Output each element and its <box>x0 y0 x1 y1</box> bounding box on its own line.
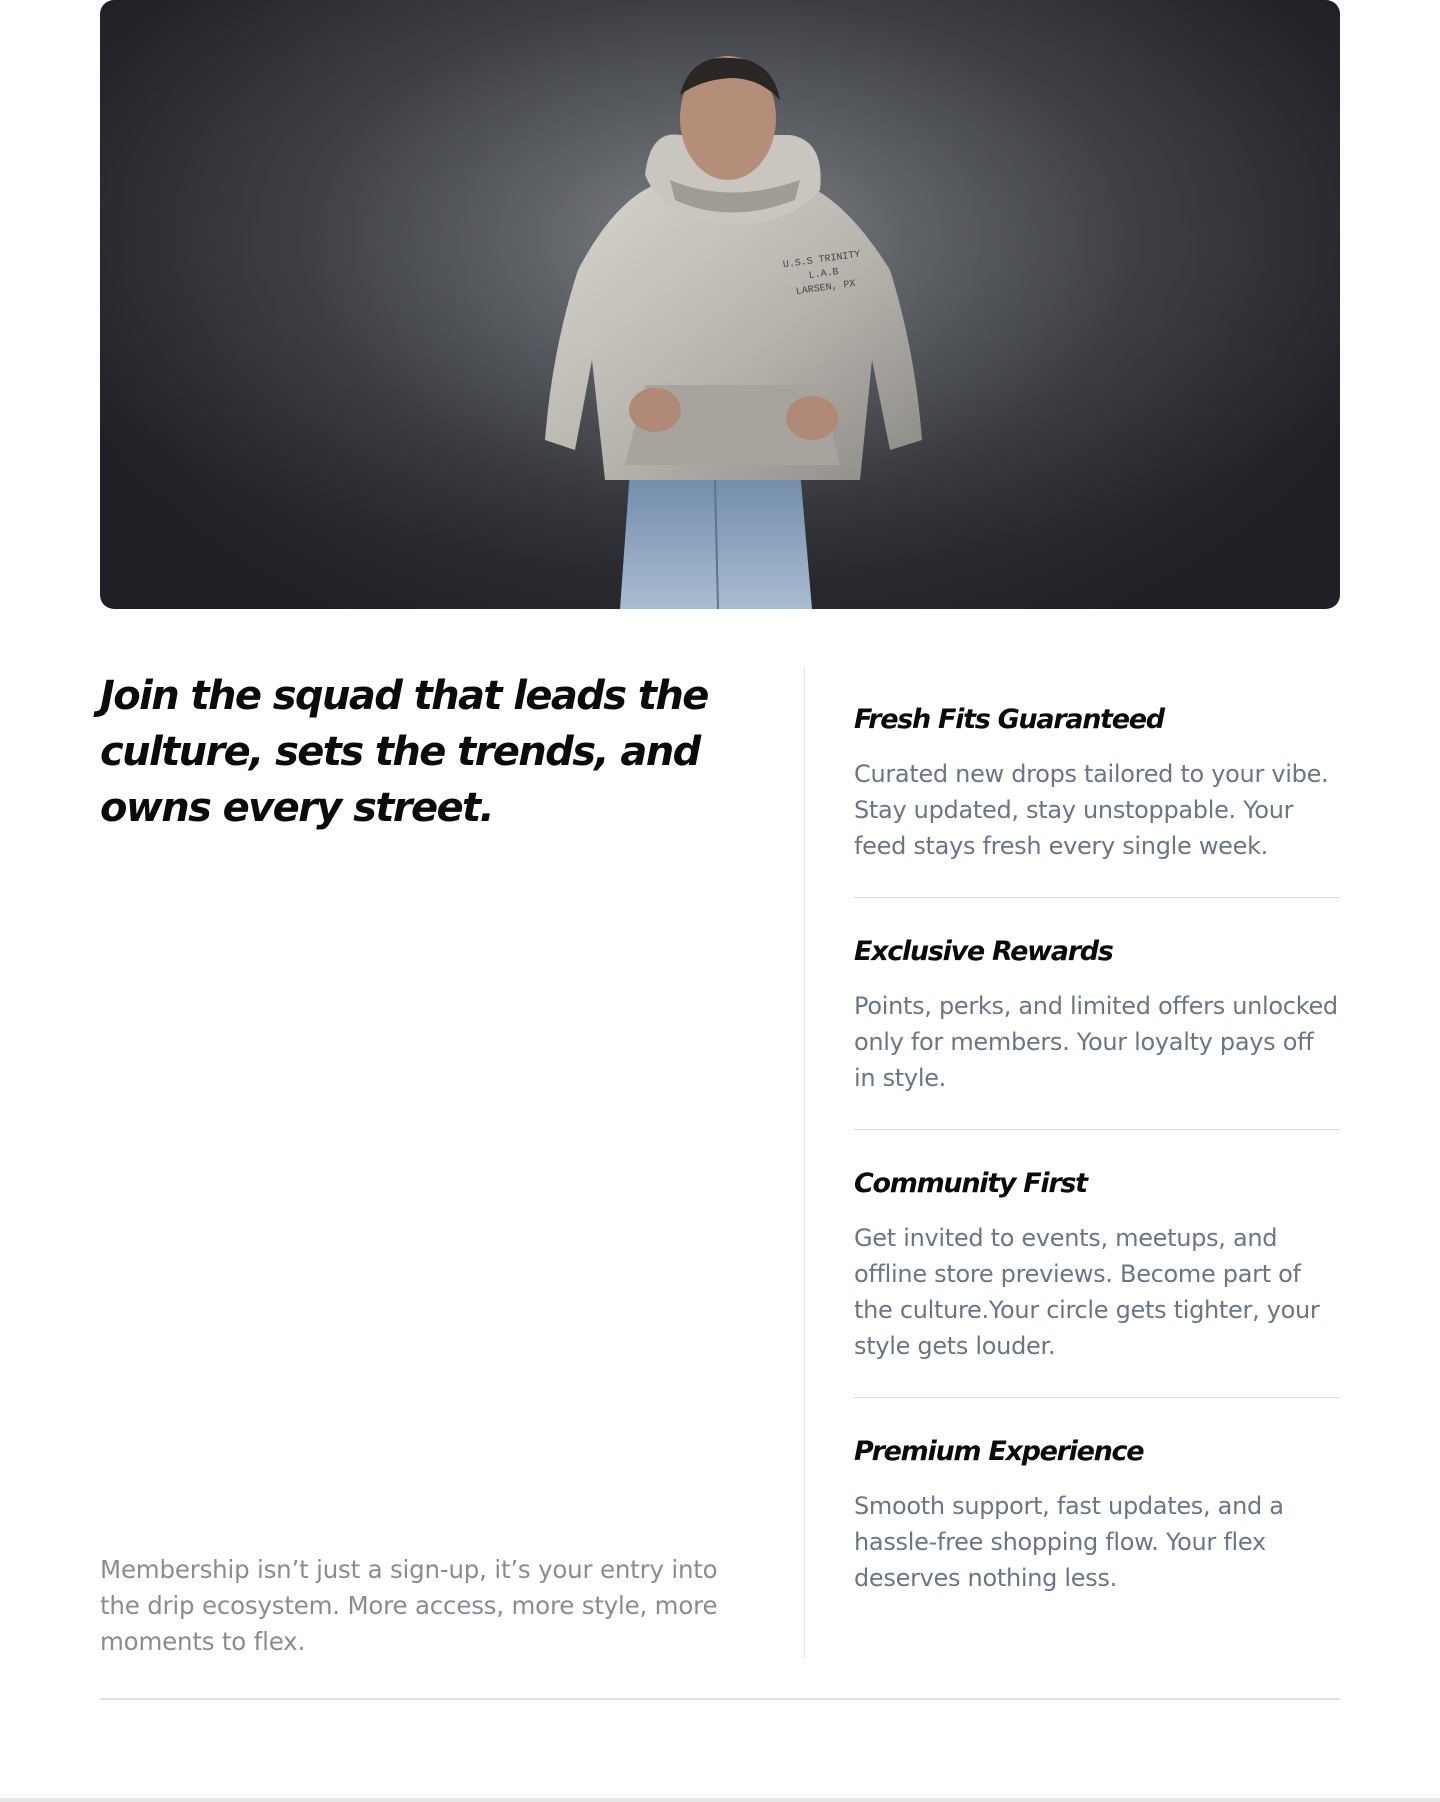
hero-photo-illustration <box>100 0 1340 609</box>
feature-title: Premium Experience <box>854 1436 1144 1467</box>
feature-description: Get invited to events, meetups, and offline store previews. Become part of the culture.Your circle gets tighter, your style gets louder. <box>854 1224 1320 1360</box>
feature-item <box>854 932 1340 1130</box>
feature-title: Fresh Fits Guaranteed <box>854 704 1164 735</box>
feature-title: Community First <box>854 1168 1087 1199</box>
hoodie-print-line-3: LARSEN, PX <box>795 278 857 299</box>
feature-item <box>854 1432 1340 1596</box>
hero-image <box>100 0 1340 609</box>
feature-description: Smooth support, fast updates, and a hassle-free shopping flow. Your flex deserves nothing less. <box>854 1492 1284 1592</box>
section-headline: Join the squad that leads the culture, sets the trends, and owns every street. <box>100 673 708 831</box>
membership-description: Membership isn’t just a sign-up, it’s your entry into the drip ecosystem. More access, more style, more moments to flex. <box>100 1555 718 1656</box>
hoodie-print-line-1: U.S.S TRINITY <box>782 249 862 272</box>
feature-item <box>854 1164 1340 1398</box>
feature-description: Curated new drops tailored to your vibe. Stay updated, stay unstoppable. Your feed stays fresh every single week. <box>854 760 1329 860</box>
page-bottom-edge <box>0 1798 1440 1802</box>
section-divider <box>100 1698 1340 1700</box>
feature-item <box>854 700 1340 898</box>
vertical-divider <box>804 668 805 1658</box>
intro-section <box>100 668 760 1658</box>
feature-title: Exclusive Rewards <box>854 936 1113 967</box>
hoodie-print-line-2: L.A.B <box>808 266 840 283</box>
feature-description: Points, perks, and limited offers unlocked only for members. Your loyalty pays off in style. <box>854 992 1338 1092</box>
feature-list <box>854 700 1340 1596</box>
